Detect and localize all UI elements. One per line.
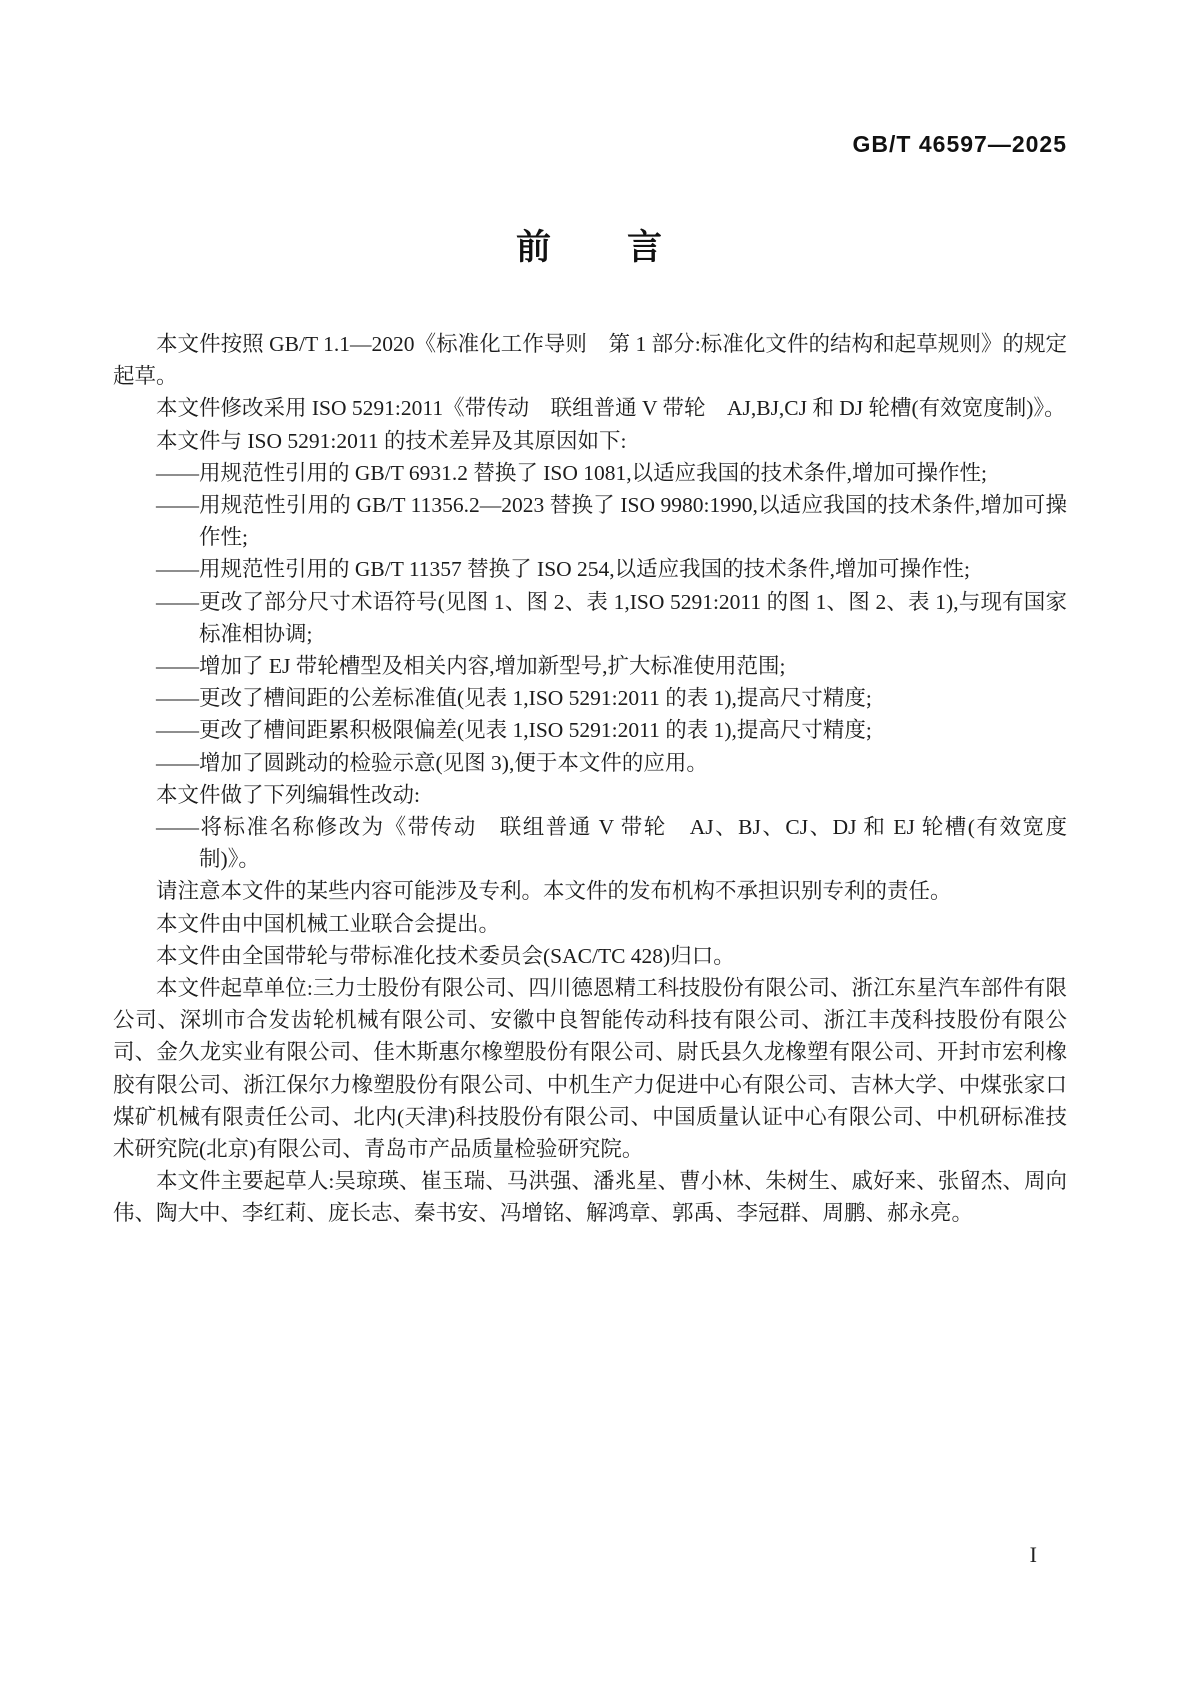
doc-header [113,131,1067,158]
foreword-paragraph: 本文件主要起草人:吴琼瑛、崔玉瑞、马洪强、潘兆星、曹小林、朱树生、戚好来、张留杰、周向伟、陶大中、李红莉、庞长志、秦书安、冯增铭、解鸿章、郭禹、李冠群、周鹏、郝永亮。 [113,1169,1067,1226]
foreword-paragraph: 请注意本文件的某些内容可能涉及专利。本文件的发布机构不承担识别专利的责任。 [156,879,952,904]
dash-list-item: ——增加了圆跳动的检验示意(见图 3),便于本文件的应用。 [156,750,708,775]
dash-list-item: ——用规范性引用的 GB/T 11356.2—2023 替换了 ISO 9980:1990,以适应我国的技术条件,增加可操作性; [156,493,1067,550]
dash-list-item: ——用规范性引用的 GB/T 11357 替换了 ISO 254,以适应我国的技术条件,增加可操作性; [156,557,971,582]
foreword-body [113,328,1067,1230]
dash-list-item: ——更改了槽间距累积极限偏差(见表 1,ISO 5291:2011 的表 1),提高尺寸精度; [156,718,872,743]
page-title: 前 言 [515,228,664,267]
page-footer [113,1542,1067,1568]
dash-list-item: ——将标准名称修改为《带传动 联组普通 V 带轮 AJ、BJ、CJ、DJ 和 EJ 轮槽(有效宽度制)》。 [156,815,1067,872]
foreword-paragraph: 本文件修改采用 ISO 5291:2011《带传动 联组普通 V 带轮 AJ,BJ,CJ 和 DJ 轮槽(有效宽度制)》。 [156,396,1066,421]
dash-list-item: ——更改了槽间距的公差标准值(见表 1,ISO 5291:2011 的表 1),提高尺寸精度; [156,686,872,711]
foreword-paragraph: 本文件由中国机械工业联合会提出。 [156,911,501,936]
page-number: I [1029,1542,1037,1567]
dash-list-item: ——增加了 EJ 带轮槽型及相关内容,增加新型号,扩大标准使用范围; [156,654,786,679]
foreword-paragraph: 本文件按照 GB/T 1.1—2020《标准化工作导则 第 1 部分:标准化文件的结构和起草规则》的规定起草。 [113,332,1067,389]
foreword-paragraph: 本文件与 ISO 5291:2011 的技术差异及其原因如下: [156,428,627,453]
foreword-paragraph: 本文件起草单位:三力士股份有限公司、四川德恩精工科技股份有限公司、浙江东星汽车部件有限公司、深圳市合发齿轮机械有限公司、安徽中良智能传动科技有限公司、浙江丰茂科技股份有限公司、金久龙实业有限公司、佳木斯惠尔橡塑股份有限公司、尉氏县久龙橡塑有限公司、开封市宏利橡胶有限公司、浙江保尔力橡塑股份有限公司、中机生产力促进中心有限公司、吉林大学、中煤张家口煤矿机械有限责任公司、北内(天津)科技股份有限公司、中国质量认证中心有限公司、中机研标准技术研究院(北京)有限公司、青岛市产品质量检验研究院。 [113,976,1067,1162]
standard-code: GB/T 46597—2025 [852,131,1067,157]
foreword-paragraph: 本文件由全国带轮与带标准化技术委员会(SAC/TC 428)归口。 [156,943,735,968]
foreword-paragraph: 本文件做了下列编辑性改动: [156,782,420,807]
dash-list-item: ——更改了部分尺寸术语符号(见图 1、图 2、表 1,ISO 5291:2011 的图 1、图 2、表 1),与现有国家标准相协调; [156,589,1067,646]
dash-list-item: ——用规范性引用的 GB/T 6931.2 替换了 ISO 1081,以适应我国的技术条件,增加可操作性; [156,460,987,485]
